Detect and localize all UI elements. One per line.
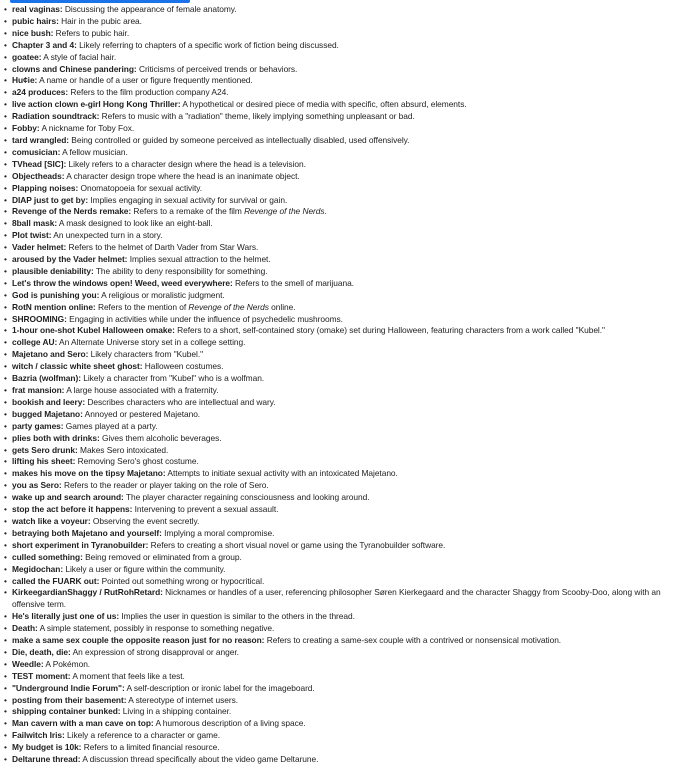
list-item xyxy=(8,230,668,242)
term-label: RotN mention online: xyxy=(12,301,96,312)
list-item xyxy=(8,99,668,111)
term-description: An Alternate Universe story set in a college setting. xyxy=(57,337,246,348)
term-description: Refers to a short, self-contained story (omake) set during Halloween, featuring characters from a work called "Kubel." xyxy=(174,325,605,336)
term-description: Being removed or eliminated from a group. xyxy=(82,551,242,562)
term-description: Refers to creating a short visual novel or game using the Tyranobuilder software. xyxy=(148,539,446,550)
term-description: Implying a moral compromise. xyxy=(161,527,275,538)
term-label: plausible deniability: xyxy=(12,265,94,276)
term-label: 8ball mask: xyxy=(12,218,58,229)
term-description-title: Revenge of the Nerds xyxy=(188,301,269,312)
term-description-title: Revenge of the Nerds xyxy=(244,206,325,217)
list-item xyxy=(8,337,668,349)
term-description: Implies the user in question is similar to the others in the thread. xyxy=(119,611,355,622)
list-item xyxy=(8,516,668,528)
term-label: live action clown e-girl Hong Kong Thriller: xyxy=(12,99,181,110)
top-accent-bar xyxy=(10,0,190,3)
term-label: DIAP just to get by: xyxy=(12,194,89,205)
list-item xyxy=(8,123,668,135)
term-description: A mask designed to look like an eight-ball. xyxy=(57,218,213,229)
term-description: Living in a shipping container. xyxy=(120,706,232,717)
term-description: Refers to music with a "radiation" theme, likely implying something unpleasant or bad. xyxy=(99,111,415,122)
term-description: Onomatopoeia for sexual activity. xyxy=(78,182,203,193)
term-label: bookish and leery: xyxy=(12,396,86,407)
list-item xyxy=(8,576,668,588)
list-item xyxy=(8,159,668,171)
list-item xyxy=(8,445,668,457)
list-item xyxy=(8,218,668,230)
term-label: a24 produces: xyxy=(12,87,69,98)
term-label: He's literally just one of us: xyxy=(12,611,120,622)
term-label: comusician: xyxy=(12,146,61,157)
term-description: Likely a user or figure within the community. xyxy=(63,563,226,574)
term-description: Refers to the reader or player taking on the role of Sero. xyxy=(61,480,269,491)
term-description: Pointed out something wrong or hypocritical. xyxy=(99,575,265,586)
term-description: Attempts to initiate sexual activity with an intoxicated Majetano. xyxy=(165,468,398,479)
term-description: A Pokémon. xyxy=(43,658,91,669)
term-description: Games played at a party. xyxy=(63,420,158,431)
list-item xyxy=(8,730,668,742)
list-item xyxy=(8,635,668,647)
list-item xyxy=(8,623,668,635)
term-label: Revenge of the Nerds remake: xyxy=(12,206,132,217)
term-label: shipping container bunked: xyxy=(12,706,121,717)
list-item xyxy=(8,183,668,195)
term-label: posting from their basement: xyxy=(12,694,127,705)
term-description: The player character regaining consciousness and looking around. xyxy=(123,492,370,503)
term-description: Refers to the mention of xyxy=(95,301,189,312)
term-label: frat mansion: xyxy=(12,385,65,395)
list-item xyxy=(8,671,668,683)
term-description: Likely refers to a character design where the head is a television. xyxy=(66,158,306,169)
term-label: betraying both Majetano and yourself: xyxy=(12,527,162,538)
term-description: Annoyed or pestered Majetano. xyxy=(82,408,201,419)
term-description: Refers to the film production company A24. xyxy=(68,87,229,98)
list-item xyxy=(8,16,668,28)
term-description: A moment that feels like a test. xyxy=(70,670,185,681)
term-description: Gives them alcoholic beverages. xyxy=(99,432,222,443)
term-description: Being controlled or guided by someone perceived as intellectually disabled, used offensively. xyxy=(69,134,410,145)
list-item xyxy=(8,587,668,611)
term-label: God is punishing you: xyxy=(12,289,100,300)
list-item xyxy=(8,135,668,147)
term-description: A humorous description of a living space. xyxy=(153,718,306,729)
term-description: Likely a reference to a character or game. xyxy=(64,730,220,741)
term-label: college AU: xyxy=(12,337,58,348)
list-item xyxy=(8,480,668,492)
term-label: Failwitch Iris: xyxy=(12,730,65,741)
list-item xyxy=(8,290,668,302)
list-item xyxy=(8,611,668,623)
term-description: A simple statement, possibly in response to something negative. xyxy=(37,623,275,634)
list-item xyxy=(8,242,668,254)
list-item xyxy=(8,421,668,433)
term-description: Describes characters who are intellectual and wary. xyxy=(85,396,276,407)
term-label: lifting his sheet: xyxy=(12,456,76,467)
term-label: witch / classic white sheet ghost: xyxy=(12,361,143,372)
list-item xyxy=(8,278,668,290)
term-description: A self-description or ironic label for the imageboard. xyxy=(124,682,315,693)
term-description: Implies engaging in sexual activity for survival or gain. xyxy=(88,194,288,205)
term-description: Refers to the helmet of Darth Vader from Star Wars. xyxy=(66,242,259,253)
term-label: you as Sero: xyxy=(12,480,62,491)
term-label: Chapter 3 and 4: xyxy=(12,39,77,50)
term-description: A nickname for Toby Fox. xyxy=(39,123,135,134)
list-item xyxy=(8,52,668,64)
term-description: A fellow musician. xyxy=(60,146,128,157)
term-label: My budget is 10k: xyxy=(12,742,82,753)
term-label: real vaginas: xyxy=(12,4,63,14)
term-label: Fobby: xyxy=(12,123,40,134)
list-item xyxy=(8,266,668,278)
term-label: goatee: xyxy=(12,51,42,62)
term-description: Discussing the appearance of female anatomy. xyxy=(62,4,237,14)
list-item xyxy=(8,683,668,695)
term-label: Plot twist: xyxy=(12,230,52,241)
term-label: bugged Majetano: xyxy=(12,408,83,419)
list-item xyxy=(8,349,668,361)
term-description: A style of facial hair. xyxy=(41,51,117,62)
list-item xyxy=(8,528,668,540)
term-label: "Underground Indie Forum": xyxy=(12,682,125,693)
term-description: Likely referring to chapters of a specific work of fiction being discussed. xyxy=(76,39,339,50)
list-item xyxy=(8,254,668,266)
list-item xyxy=(8,302,668,314)
list-item xyxy=(8,397,668,409)
term-description: A stereotype of internet users. xyxy=(126,694,238,705)
term-label: culled something: xyxy=(12,551,83,562)
term-description: Likely characters from "Kubel." xyxy=(88,349,204,360)
term-label: pubic hairs: xyxy=(12,15,59,26)
term-label: Majetano and Sero: xyxy=(12,349,89,360)
term-description: Criticisms of perceived trends or behaviors. xyxy=(136,63,298,74)
term-label: Deltarune thread: xyxy=(12,754,81,765)
term-description: Refers to pubic hair. xyxy=(53,27,130,38)
term-description: A character design trope where the head is an inanimate object. xyxy=(64,170,300,181)
term-description: Hair in the pubic area. xyxy=(58,15,142,26)
term-description: A religious or moralistic judgment. xyxy=(99,289,225,300)
list-item xyxy=(8,4,668,16)
list-item xyxy=(8,492,668,504)
list-item xyxy=(8,647,668,659)
term-label: Plapping noises: xyxy=(12,182,79,193)
term-description: Implies sexual attraction to the helmet. xyxy=(127,254,271,265)
list-item xyxy=(8,718,668,730)
list-item xyxy=(8,147,668,159)
term-description: A discussion thread specifically about the video game Deltarune. xyxy=(80,754,319,765)
list-item xyxy=(8,433,668,445)
term-description: A hypothetical or desired piece of media with specific, often absurd, elements. xyxy=(180,99,467,110)
term-description: Refers to creating a same-sex couple with a contrived or nonsensical motivation. xyxy=(264,635,562,646)
term-label: Hu¢ie: xyxy=(12,75,38,86)
term-description: An unexpected turn in a story. xyxy=(51,230,163,241)
term-label: TVhead [SIC]: xyxy=(12,158,67,169)
list-item xyxy=(8,456,668,468)
term-description: An expression of strong disapproval or anger. xyxy=(70,646,239,657)
term-label: Man cavern with a man cave on top: xyxy=(12,718,154,729)
term-description-tail: . xyxy=(324,206,327,217)
list-item xyxy=(8,385,668,397)
list-item xyxy=(8,468,668,480)
term-label: Death: xyxy=(12,623,38,634)
list-item xyxy=(8,695,668,707)
term-description: The ability to deny responsibility for something. xyxy=(93,265,268,276)
term-label: aroused by the Vader helmet: xyxy=(12,254,128,265)
term-description: Nicknames or handles of a user, referencing philosopher Søren Kierkegaard and the character Shaggy from Scooby-Doo, along with an offensive term. xyxy=(12,587,661,610)
list-item xyxy=(8,40,668,52)
term-label: watch like a voyeur: xyxy=(12,515,91,526)
list-item xyxy=(8,87,668,99)
list-item xyxy=(8,540,668,552)
term-label: gets Sero drunk: xyxy=(12,444,78,455)
list-item xyxy=(8,552,668,564)
term-label: Megidochan: xyxy=(12,563,64,574)
list-item xyxy=(8,564,668,576)
term-label: Die, death, die: xyxy=(12,646,71,657)
term-label: Let's throw the windows open! Weed, weed everywhere: xyxy=(12,277,233,288)
list-item xyxy=(8,171,668,183)
list-item xyxy=(8,64,668,76)
term-label: stop the act before it happens: xyxy=(12,504,133,515)
term-label: wake up and search around: xyxy=(12,492,124,503)
list-item xyxy=(8,742,668,754)
term-description: Refers to a remake of the film xyxy=(131,206,245,217)
term-label: Objectheads: xyxy=(12,170,65,181)
list-item xyxy=(8,373,668,385)
term-description: A large house associated with a fraternity. xyxy=(64,385,219,395)
term-label: Bazria (wolfman): xyxy=(12,373,81,384)
term-description: Likely a character from "Kubel" who is a wolfman. xyxy=(80,373,265,384)
term-description: Engaging in activities while under the influence of psychedelic mushrooms. xyxy=(66,313,343,324)
term-label: SHROOMING: xyxy=(12,313,67,324)
term-label: Vader helmet: xyxy=(12,242,67,253)
term-label: called the FUARK out: xyxy=(12,575,100,586)
list-item xyxy=(8,111,668,123)
term-description: Makes Sero intoxicated. xyxy=(77,444,169,455)
term-label: short experiment in Tyranobuilder: xyxy=(12,539,149,550)
list-item xyxy=(8,409,668,421)
term-description-tail: online. xyxy=(268,301,296,312)
list-item xyxy=(8,361,668,373)
term-label: plies both with drinks: xyxy=(12,432,100,443)
term-description: Intervening to prevent a sexual assault. xyxy=(132,504,279,515)
term-label: TEST moment: xyxy=(12,670,71,681)
list-item xyxy=(8,28,668,40)
list-item xyxy=(8,706,668,718)
term-label: make a same sex couple the opposite reason just for no reason: xyxy=(12,635,265,646)
term-label: clowns and Chinese pandering: xyxy=(12,63,137,74)
term-label: nice bush: xyxy=(12,27,54,38)
list-item xyxy=(8,314,668,326)
term-label: Radiation soundtrack: xyxy=(12,111,100,122)
term-label: KirkeegardianShaggy / RutRohRetard: xyxy=(12,587,163,598)
list-item xyxy=(8,754,668,766)
list-item xyxy=(8,504,668,516)
term-description: A name or handle of a user or figure frequently mentioned. xyxy=(37,75,253,86)
list-item xyxy=(8,325,668,337)
term-description: Removing Sero's ghost costume. xyxy=(75,456,199,467)
term-description: Refers to the smell of marijuana. xyxy=(232,277,354,288)
term-label: tard wrangled: xyxy=(12,134,70,145)
term-description: Observing the event secretly. xyxy=(90,515,200,526)
term-description: Refers to a limited financial resource. xyxy=(81,742,220,753)
list-item xyxy=(8,206,668,218)
term-label: Weedle: xyxy=(12,658,44,669)
term-label: 1-hour one-shot Kubel Halloween omake: xyxy=(12,325,175,336)
term-label: makes his move on the tipsy Majetano: xyxy=(12,468,166,479)
list-item xyxy=(8,75,668,87)
list-item xyxy=(8,659,668,671)
term-label: party games: xyxy=(12,420,64,431)
term-description: Halloween costumes. xyxy=(142,361,224,372)
list-item xyxy=(8,195,668,207)
